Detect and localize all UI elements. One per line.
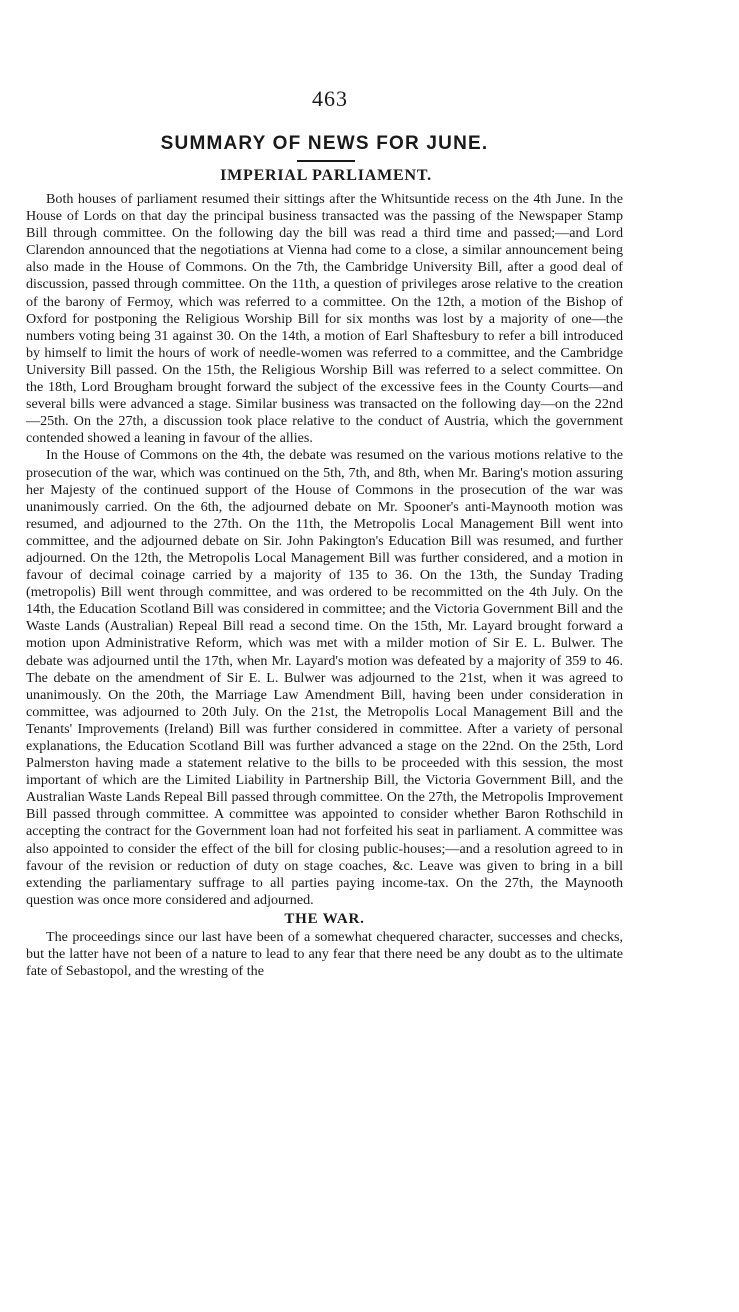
paragraph-commons: In the House of Commons on the 4th, the debate was resumed on the various motions relative to the prosecution of the war, which was continued on the 5th, 7th, and 8th, when Mr. Baring's motion assuring her Majesty of the continued support of the House of Commons in the prosecution of the war was unanimously carried. On the 6th, the adjourned debate on Mr. Spooner's anti-Maynooth motion was resumed, and adjourned to the 27th. On the 11th, the Metropolis Local Management Bill went into committee, and the adjourned debate on Sir. John Pakington's Education Bill was resumed, and further adjourned. On the 12th, the Metropolis Local Management Bill was further considered, and a motion in favour of decimal coinage carried by a majority of 135 to 36. On the 13th, the Sunday Trading (metropolis) Bill went through committee, and was ordered to be recommitted on the 4th July. On the 14th, the Education Scotland Bill was considered in committee; and the Victoria Government Bill and the Waste Lands (Australian) Repeal Bill read a second time. On the 15th, Mr. Layard brought forward a motion upon Administrative Reform, which was met with a milder motion of Sir E. L. Bulwer. The debate was adjourned until the 17th, when Mr. Layard's motion was defeated by a majority of 359 to 46. The debate on the amendment of Sir E. L. Bulwer was adjourned to the 21st, when it was agreed to unanimously. On the 20th, the Marriage Law Amendment Bill, having been under consideration in committee, was adjourned to 20th July. On the 21st, the Metropolis Local Management Bill and the Tenants' Improvements (Ireland) Bill was further considered in committee. After a variety of personal explanations, the Education Scotland Bill was further advanced a stage on the 22nd. On the 25th, Lord Palmerston having made a statement relative to the bills to be proceeded with this session, the most important of which are the Limited Liability in Partnership Bill, the Victoria Government Bill, and the Australian Waste Lands Repeal Bill passed through committee. On the 27th, the Metropolis Improvement Bill passed through committee. A committee was appointed to consider whether Baron Rothschild in accepting the contract for the Government loan had not forfeited his seat in parliament. A committee was also appointed to consider the effect of the bill for closing public-houses;—and a resolution agreed to in favour of the revision or reduction of duty on stage coaches, &c. Leave was given to bring in a bill extending the parliamentary suffrage to all parties paying income-tax. On the 27th, the Maynooth question was once more considered and adjourned. [26, 447, 623, 908]
paragraph-lords: Both houses of parliament resumed their sittings after the Whitsuntide recess on the 4th June. In the House of Lords on that day the principal business transacted was the passing of the Newspaper Stamp Bill through committee. On the following day the bill was read a third time and passed;—and Lord Clarendon announced that the negotiations at Vienna had come to a close, a similar announcement being also made in the House of Commons. On the 7th, the Cambridge University Bill, after a good deal of discussion, passed through committee. On the 11th, a question of privileges arose relative to the creation of the barony of Fermoy, which was referred to a committee. On the 12th, a motion of the Bishop of Oxford for postponing the Religious Worship Bill for six months was lost by a majority of one—the numbers voting being 31 against 30. On the 14th, a motion of Earl Shaftesbury to refer a bill introduced by himself to limit the hours of work of needle-women was referred to a committee, and the Cambridge University Bill passed. On the 15th, the Religious Worship Bill was referred to a select committee. On the 18th, Lord Brougham brought forward the subject of the excessive fees in the County Courts—and several bills were advanced a stage. Similar business was transacted on the following day—on the 22nd—25th. On the 27th, a discussion took place relative to the conduct of Austria, which the government contended showed a leaning in favour of the allies. [26, 191, 623, 447]
paragraph-war: The proceedings since our last have been of a somewhat chequered character, successes and checks, but the latter have not been of a nature to lead to any fear that there need be any doubt as to the ultimate fate of Sebastopol, and the wresting of the [26, 928, 623, 980]
section-heading-war: THE WAR. [284, 910, 365, 927]
page-number: 463 [312, 86, 348, 111]
section-heading-parliament: IMPERIAL PARLIAMENT. [220, 167, 432, 184]
page-title: SUMMARY OF NEWS FOR JUNE. [160, 133, 489, 154]
article-body [26, 191, 623, 980]
title-rule [297, 160, 355, 162]
